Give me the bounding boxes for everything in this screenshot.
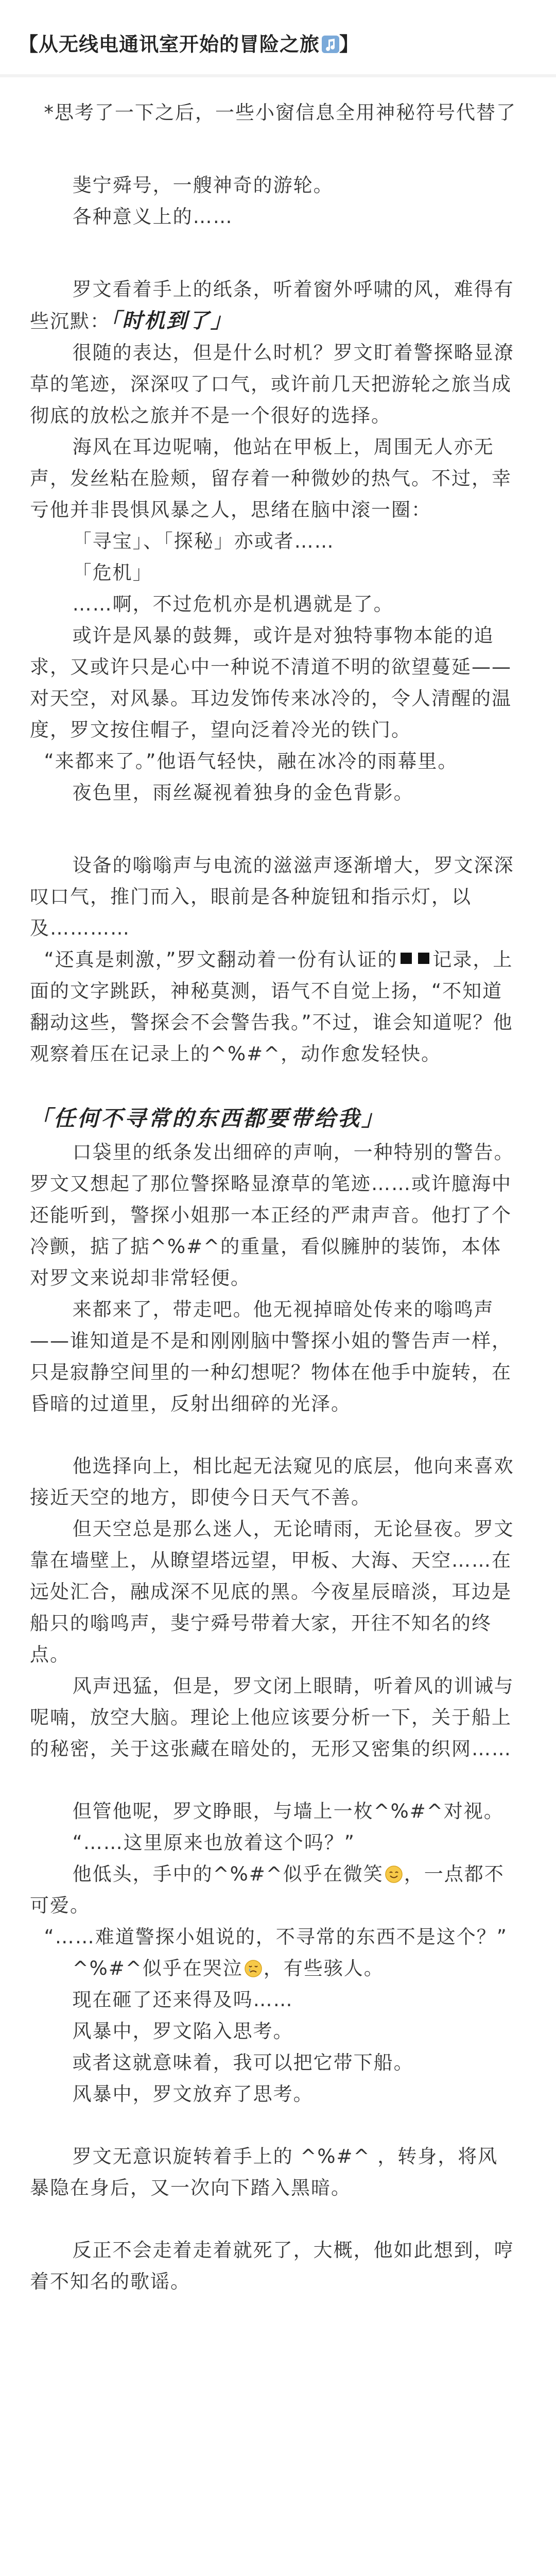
article-body [0, 77, 556, 2297]
crying-face-emoji-icon [244, 1956, 263, 1974]
paragraph [0, 1858, 556, 1921]
timing-quote: 「时机到了」 [110, 309, 233, 333]
note-paragraph: *思考了一下之后，一些小窗信息全用神秘符号代替了 [30, 101, 517, 124]
title-text: 【从无线电通讯室开始的冒险之旅 [19, 33, 320, 56]
paragraph: 「危机」 [30, 562, 153, 584]
paragraph-text: “还真是刺激，”罗文翻动着一份有认证的 [30, 948, 398, 971]
paragraph: “来都来了。”他语气轻快，融在冰冷的雨幕里。 [30, 750, 458, 772]
paragraph-text: 罗文看着手上的纸条，听着窗外呼啸的风，难得有些沉默： [30, 278, 514, 332]
black-square-icon [401, 953, 412, 964]
paragraph: 海风在耳边呢喃，他站在甲板上，周围无人亦无声，发丝粘在脸颊，留存着一种微妙的热气。不过，幸亏他并非畏惧风暴之人，思绪在脑中滚一圈： [30, 436, 512, 521]
paragraph: 设备的嗡嗡声与电流的滋滋声逐渐增大，罗文深深叹口气，推门而入，眼前是各种旋钮和指示灯，以及………… [30, 854, 514, 939]
smiling-face-emoji-icon [385, 1861, 403, 1880]
paragraph: 风暴中，罗文放弃了思考。 [30, 2083, 314, 2105]
paragraph-text: 他低头，手中的^%#^似乎在微笑 [30, 1863, 384, 1885]
paragraph: “……这里原来也放着这个吗？” [30, 1832, 355, 1854]
black-square-icon [418, 953, 429, 964]
paragraph: 夜色里，雨丝凝视着独身的金色背影。 [30, 782, 414, 804]
paragraph: 很随的表达，但是什么时机？罗文盯着警探略显潦草的笔迹，深深叹了口气，或许前几天把游轮之旅当成彻底的放松之旅并不是一个很好的选择。 [30, 342, 514, 427]
paragraph-text: ，有些骇人。 [263, 1957, 384, 1979]
paragraph: 斐宁舜号，一艘神奇的游轮。 [30, 174, 334, 196]
paragraph: 口袋里的纸条发出细碎的声响，一种特别的警告。罗文又想起了那位警探略显潦草的笔迹……或许臆海中还能听到，警探小姐那一本正经的严肃声音。他打了个冷颤，掂了掂^%#^的重量，看似臃肿的装饰，本体对罗文来说却非常轻便。 [30, 1141, 514, 1289]
paragraph: 风暴中，罗文陷入思考。 [30, 2020, 293, 2042]
music-note-icon [322, 36, 339, 53]
paragraph: “……难道警探小姐说的，不寻常的东西不是这个？” [30, 1926, 508, 1948]
paragraph: 或者这就意味着，我可以把它带下船。 [30, 2052, 414, 2074]
article-header [0, 0, 556, 77]
paragraph [0, 274, 556, 337]
paragraph: 风声迅猛，但是，罗文闭上眼睛，听着风的训诫与呢喃，放空大脑。理论上他应该要分析一下，关于船上的秘密，关于这张藏在暗处的，无形又密集的织网…… [30, 1675, 514, 1760]
paragraph: 他选择向上，相比起无法窥见的底层，他向来喜欢接近天空的地方，即使今日天气不善。 [30, 1455, 514, 1509]
paragraph: ……啊，不过危机亦是机遇就是了。 [30, 593, 394, 615]
paragraph [0, 944, 556, 1070]
paragraph-text: 记录，上面的文字跳跃，神秘莫测，语气不自觉上扬，“不知道翻动这些，警探会不会警告我。”不过，谁会知道呢？他观察着压在记录上的^%#^，动作愈发轻快。 [30, 948, 513, 1065]
paragraph-text: ^%#^似乎在哭泣 [30, 1957, 243, 1979]
title-end: 】 [339, 33, 360, 56]
paragraph: 各种意义上的…… [30, 206, 233, 228]
paragraph: 来都来了，带走吧。他无视掉暗处传来的嗡鸣声——谁知道是不是和刚刚脑中警探小姐的警告声一样，只是寂静空间里的一种幻想呢？物体在他手中旋转，在昏暗的过道里，反射出细碎的光泽。 [30, 1298, 512, 1415]
paragraph: 「寻宝」、「探秘」亦或者…… [30, 530, 335, 552]
paragraph: 现在砸了还来得及吗…… [30, 1989, 293, 2011]
paragraph: 罗文无意识旋转着手上的 ^%#^ ，转身，将风暴隐在身后，又一次向下踏入黑暗。 [30, 2145, 498, 2199]
article-title [19, 28, 359, 57]
section-heading: 「任何不寻常的东西都要带给我」 [30, 1106, 386, 1131]
paragraph: 但天空总是那么迷人，无论晴雨，无论昼夜。罗文靠在墙壁上，从瞭望塔远望，甲板、大海、天空……在远处汇合，融成深不见底的黑。今夜星辰暗淡，耳边是船只的嗡鸣声，斐宁舜号带着大家，开往不知名的终点。 [30, 1518, 514, 1666]
paragraph-text: ，一点都不可爱。 [30, 1863, 505, 1917]
paragraph: 反正不会走着走着就死了，大概，他如此想到，哼着不知名的歌谣。 [30, 2239, 514, 2293]
paragraph: 但管他呢，罗文睁眼，与墙上一枚^%#^对视。 [30, 1800, 504, 1822]
paragraph: 或许是风暴的鼓舞，或许是对独特事物本能的追求，又或许只是心中一种说不清道不明的欲望蔓延——对天空，对风暴。耳边发饰传来冰冷的，令人清醒的温度，罗文按住帽子，望向泛着冷光的铁门。 [30, 624, 512, 741]
paragraph [0, 1953, 556, 1984]
